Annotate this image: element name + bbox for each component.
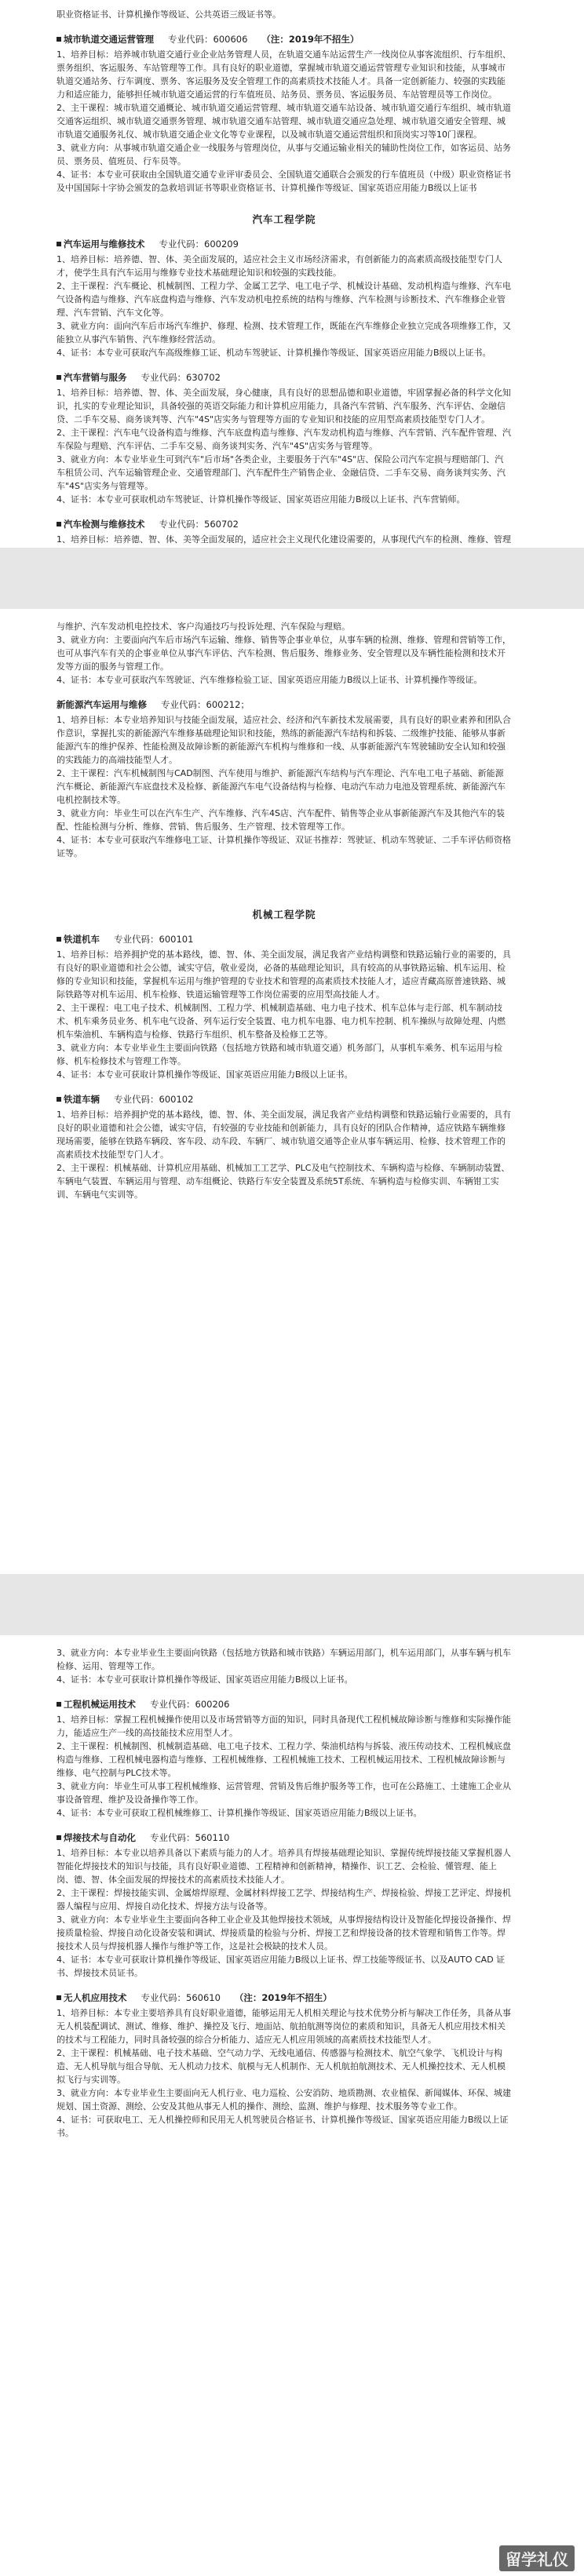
major-heading: 汽车营销与服务 专业代码：630702 (57, 370, 512, 385)
intro-text: 职业资格证书、计算机操作等级证、公共英语三级证书等。 (57, 9, 281, 20)
major-paragraph: 2、主干课程：机械基础、电子技术基础、空气动力学、无线电通信、传感器与检测技术、航空气象学、飞机设计与构造、无人机导航与组合导航、无人机动力技术、航模与无人机制作、无人机航拍航测技术、无人机操控技术、无人机模拟飞行与实训等。 (57, 2048, 506, 2085)
major-paragraph: 3、就业方向：本专业毕业生主要面向无人机行业、电力巡检、公安消防、地质勘测、农业植保、新闻媒体、环保、城建规划、国土资源、测绘、公安及其他从事无人机的操作、测绘、监测、维护与修理、技术服务等专业工作。 (57, 2088, 511, 2111)
major-paragraph: 2、主干课程：机械基础、计算机应用基础、机械加工工艺学、PLC及电气控制技术、车辆构造与检修、车辆制动装置、车辆电气装置、车辆运用与管理、动车组概论、铁路行车安全装置及系统5T系统、车辆构造与检修实训、车辆钳工实训、车辆电气实训等。 (57, 1163, 510, 1200)
bullet-icon (57, 1097, 61, 1102)
major-paragraph: 2、主干课程：汽车机械制图与CAD制图、汽车使用与维护、新能源汽车结构与汽车理论、汽车电工电子基础、新能源汽车概论、新能源汽车底盘技术及检修、新能源汽车电气设备结构与检修、电动汽车动力电池及管理系统、新能源汽车电机控制技术等。 (57, 768, 506, 805)
major-paragraph: 4、证书：本专业可获取工程机械维修工、计算机操作等级证、国家英语应用能力B级以上证书。 (57, 1808, 422, 1818)
major-paragraph: 4、证书：本专业可获取汽车高级维修工证、机动车驾驶证、计算机操作等级证、国家英语应用能力B级以上证书。 (57, 348, 491, 358)
major-paragraph: 2、主干课程：机械制图、机械制造基础、电工电子技术、工程力学、柴油机结构与拆装、液压传动技术、工程机械底盘构造与维修、工程机械电器构造与维修、工程机械维修、工程机械施工技术、工程机械运用技术、工程机械故障诊断与维修、电气控制与PLC技术等。 (57, 1741, 511, 1778)
major-paragraph: 4、证书：可获取电工、无人机操控师和民用无人机驾驶员合格证书、计算机操作等级证、国家英语应用能力B级以上证书。 (57, 2115, 509, 2138)
bullet-icon (57, 937, 61, 942)
major-paragraph: 4、证书：本专业可获取计算机操作等级证、国家英语应用能力B级以上证书。 (57, 1674, 353, 1685)
major-paragraph: 3、就业方向：从事城市轨道交通企业一线服务与管理岗位，从事与交通运输业相关的辅助性岗位工作，如客运员、站务员、票务员、值班员、行车员等。 (57, 143, 511, 166)
bullet-icon (57, 1995, 61, 2000)
major-paragraph: 1、培养目标：培养德、智、体、美全面发展的，适应社会主义市场经济需求，有创新能力的高素质高级技能型专门人才，使学生具有汽车运用与维修专业技术基础理论知识和较强的实践技能。 (57, 254, 502, 278)
major-paragraph: 3、就业方向：本专业毕业生可到汽车"后市场"各类企业，主要服务于汽车"4S"店、保险公司汽车定损与理赔部门、汽车租赁公司、汽车运输管理企业、交通管理部门、汽车配件生产销售企业、金融信贷、二手车交易、商务谈判实务、汽车"4S"店实务与管理等。 (57, 454, 506, 491)
major-paragraph: 3、就业方向：本专业毕业生主要面向铁路（包括地方铁路和城市轨道交通）机务部门，从事机车乘务、机车运用与检修、机车检修技术与管理工作等。 (57, 1043, 502, 1066)
major-paragraph: 1、培养目标：本专业主要培养具有良好职业道德，能够运用无人机相关理论与技术优势分析与解决工作任务，具备从事无人机装配调试、测试、维修、维护、操控及飞行、地面站、航拍航测等岗位的素质和知识，具备无人机应用技术相关的技术与工程能力，同时具备较强的综合分析能力、适应无人机应用领域的高素质技术技能型人才。 (57, 2008, 511, 2045)
major-paragraph: 3、就业方向：毕业生可从事工程机械维修、运营管理、营销及售后维护服务等工作，也可在公路施工、土建施工企业从事设备管理、维护及设备操作等工作。 (57, 1781, 511, 1805)
major-heading: 铁道机车 专业代码：600101 (57, 932, 512, 947)
major-paragraph: 2、主干课程：电工电子技术、机械制图、工程力学、机械制造基础、电力电子技术、机车总体与走行部、机车制动技术、机车乘务员业务、机车电气设备、列车运行安全装置、电力机车电器、电力机车控制、机车操纵与故障处理、内燃机车柴油机、车辆构造与检修、铁路行车组织、机车整备及检修工艺等。 (57, 1003, 506, 1040)
major-paragraph: 4、证书：本专业可获取机动车驾驶证、计算机操作等级证、国家英语应用能力B级以上证书、汽车营销师。 (57, 494, 465, 505)
major-heading: 铁道车辆 专业代码：600102 (57, 1092, 512, 1107)
continued-text: 与维护、汽车发动机电控技术、客户沟通技巧与投诉处理、汽车保险与理赔。 (57, 621, 350, 632)
major-paragraph: 4、证书：本专业可获取汽车驾驶证、汽车维修检验工证、国家英语应用能力B级以上证书、计算机操作等级证。 (57, 675, 483, 685)
bullet-icon (57, 1835, 61, 1840)
major-paragraph: 2、主干课程：城市轨道交通概论、城市轨道交通运营管理、城市轨道交通车站设备、城市轨道交通行车组织、城市轨道交通客运组织、城市轨道交通票务管理、城市轨道交通车站管理、城市轨道交通应急处理、城市轨道交通安全管理、城市轨道交通服务礼仪、城市轨道交通企业文化等专业课程，以及城市轨道交通运营组织和顶岗实习等10门课程。 (57, 103, 511, 140)
major-heading: 新能源汽车运用与维修 专业代码：600212； (57, 699, 250, 710)
major-heading: 汽车运用与维修技术 专业代码：600209 (57, 237, 512, 252)
bullet-icon (57, 37, 61, 42)
major-paragraph: 1、培养目标：培养德、智、体、美全面发展，身心健康，具有良好的思想品德和职业道德，牢固掌握必备的科学文化知识，扎实的专业理论知识，具备较强的英语交际能力和计算机应用能力，具备汽车营销、汽车服务、汽车评估、金融信贷、二手车交易、商务谈判等、汽车"4S"店实务与管理等方面的专业知识和技能的应用型高素质技能型专门人才。 (57, 388, 511, 424)
document-page-3 (0, 1635, 584, 2576)
major-paragraph: 4、证书：本专业可获取计算机操作等级证、国家英语应用能力B级以上证书、焊工技能等级证书、以及AUTO CAD 证书、焊接技术员证书。 (57, 1955, 506, 1978)
major-paragraph: 3、就业方向：面向汽车后市场汽车维护、修理、检测、技术管理工作，既能在汽车维修企业独立完成各项维修工作，又能独立从事汽车销售、汽车维修经营活动。 (57, 321, 511, 344)
major-paragraph: 1、培养目标：本专业以培养具备以下素质与能力的人才。培养具有焊接基础理论知识、掌握传统焊接技能又掌握机器人智能化焊接技术的知识与技能，具有良好职业道德、工程精神和创新精神，精操作、识工艺、会检验、懂管理、能上岗、德、智、体全面发展的焊接技术的高素质技术技能人才。 (57, 1848, 511, 1885)
watermark-logo: 留学礼仪 (499, 2545, 575, 2571)
college-title: 机械工程学院 (252, 909, 316, 920)
major-paragraph: 1、培养目标：培养城市轨道交通行业企业站务管理人员，在轨道交通车站运营生产一线岗位从事客流组织、行车组织、票务组织、客运服务、车站管理等工作。具有良好的职业道德，掌握城市轨道交通运营管理专业知识和技能，从事城市轨道交通站务、行车调度、票务、客运服务及安全管理工作的高素质技术技能人才。具备一定创新能力、较强的实践能力和适应能力，能够担任城市轨道交通运营的行车值班员、站务员、票务员、客运服务员、车站管理员等工作岗位。 (57, 49, 511, 100)
major-heading: 焊接技术与自动化 专业代码：560110 (57, 1831, 512, 1845)
major-heading: 城市轨道交通运营管理 专业代码：600606 （注：2019年不招生） (57, 32, 512, 47)
major-paragraph: 1、培养目标：培养拥护党的基本路线，德、智、体、美全面发展，满足我省产业结构调整和铁路运输行业需要的，具有良好的职业道德和社会公德，诚实守信，有较强的专业技能和创新能力，具有良好的团队合作精神，适应铁路车辆维修现场需要，能够在铁路车辆段、客车段、动车段、车辆厂、城市轨道交通等企业从事车辆运用、检修、技术管理工作的高素质技术技能型专门人才。 (57, 1109, 511, 1160)
major-paragraph: 3、就业方向：毕业生可以在汽车生产、汽车维修、汽车4S店、汽车配件、销售等企业从事新能源汽车及其他汽车的装配、性能检测与分析、维修、营销、售后服务、生产管理、技术管理等工作。 (57, 808, 505, 832)
major-paragraph: 1、培养目标：培养拥护党的基本路线，德、智、体、美全面发展，满足我省产业结构调整和铁路运输行业的需要的，具有良好的职业道德和社会公德，诚实守信，敬业爱岗，必备的基础理论知识，具有较高的从事铁路运输、机车运用、检修的专业知识和技能，掌握机车运用与维护管理的专业技术和管理的高素质技术技能人才，适应青藏高原普速铁路、城际铁路等对机车运用、机车检修、铁道运输管理等工作岗位需要的应用型高技能人才。 (57, 949, 511, 1000)
bullet-icon (57, 1702, 61, 1707)
major-paragraph: 3、就业方向：主要面向汽车后市场汽车运输、维修、销售等企事业单位，从事车辆的检测、维修、管理和营销等工作，也可从事汽车有关的企事业单位从事汽车评估、汽车检测、售后服务、维修业务、安全管理以及车辆性能检测和技术开发等方面的服务与管理工作。 (57, 635, 511, 672)
major-paragraph: 3、就业方向：本专业毕业生主要面向各种工业企业及其他焊接技术领域，从事焊接结构设计及智能化焊接设备操作、焊接质量检验、焊接自动化设备安装和调试、焊接质量的检验与分析、焊接工艺和焊接设备的技术管理和销售工作等。焊接技术人员与焊接机器人操作与维护等工作，这是社会极缺的技术人员。 (57, 1915, 511, 1951)
major-heading: 工程机械运用技术 专业代码：600206 (57, 1697, 512, 1712)
major-paragraph: 4、证书：本专业可获取由全国轨道交通专业评审委员会、全国轨道交通联合会颁发的行车值班员（中级）职业资格证书及中国国际十字协会颁发的急救培训证书等职业资格证书、计算机操作等级证、国家英语应用能力B级以上证书 (57, 169, 511, 193)
bullet-icon (57, 242, 61, 246)
page-separator (0, 1574, 584, 1635)
major-paragraph: 1、培养目标：培养德、智、体、美等全面发展的，适应社会主义现代化建设需要的，从事现代汽车的检测、维修、管理 (57, 534, 511, 545)
page-separator (0, 548, 584, 609)
major-paragraph: 2、主干课程：汽车电气设备构造与维修、汽车底盘构造与维修、汽车发动机构造与维修、汽车营销、汽车配件管理、汽车保险与理赔、汽车评估、二手车交易、商务谈判实务、汽车"4S"店实务与管理等。 (57, 428, 511, 451)
document-page-2 (0, 609, 584, 1574)
college-title: 汽车工程学院 (252, 213, 316, 225)
major-heading: 无人机应用技术 专业代码：560610 （注：2019年不招生） (57, 1991, 512, 2006)
major-paragraph: 1、培养目标：本专业培养知识与技能全面发展，适应社会、经济和汽车新技术发展需要，具有良好的职业素养和团队合作意识，掌握扎实的新能源汽车维修基础理论知识和技能，熟练的新能源汽车结构和拆装、二级维护技能、能够从事新能源汽车的维护保养、性能检测及故障诊断的新能源汽车机构与维修和一线、从事新能源汽车驾驶辅助安全认知和较强的实践能力的高端技能型人才。 (57, 715, 511, 765)
major-paragraph: 2、主干课程：焊接技能实训、金属熔焊原理、金属材料焊接工艺学、焊接结构生产、焊接检验、焊接工艺评定、焊接机器人编程与应用、焊接自动化技术、焊接方法与设备等。 (57, 1888, 511, 1911)
major-paragraph: 1、培养目标：掌握工程机械操作使用以及市场营销等方面的知识，同时具备现代工程机械故障诊断与维修和实际操作能力，能适应生产一线的高技能技术应用型人才。 (57, 1714, 511, 1738)
document-page-1 (0, 0, 584, 548)
major-paragraph: 3、就业方向：本专业毕业生主要面向铁路（包括地方铁路和城市铁路）车辆运用部门，机车运用部门，从事车辆与机车检修、运用、管理等工作。 (57, 1648, 511, 1671)
major-paragraph: 4、证书：本专业可获取计算机操作等级证、国家英语应用能力B级以上证书。 (57, 1069, 353, 1080)
major-heading: 汽车检测与维修技术 专业代码：560702 (57, 517, 512, 532)
bullet-icon (57, 375, 61, 380)
bullet-icon (57, 522, 61, 526)
major-paragraph: 2、主干课程：汽车概论、机械制图、工程力学、金属工艺学、电工电子学、机械设计基础、发动机构造与维修、汽车电气设备构造与维修、汽车底盘构造与维修、汽车发动机电控系统的结构与维修、汽车检测与诊断技术、汽车维修企业管理、汽车营销、汽车文化等。 (57, 281, 511, 318)
major-paragraph: 4、证书：本专业可获取汽车维修电工证、计算机操作等级证、双证书推荐：驾驶证、机动车驾驶证、二手车评估师资格证等。 (57, 835, 511, 858)
